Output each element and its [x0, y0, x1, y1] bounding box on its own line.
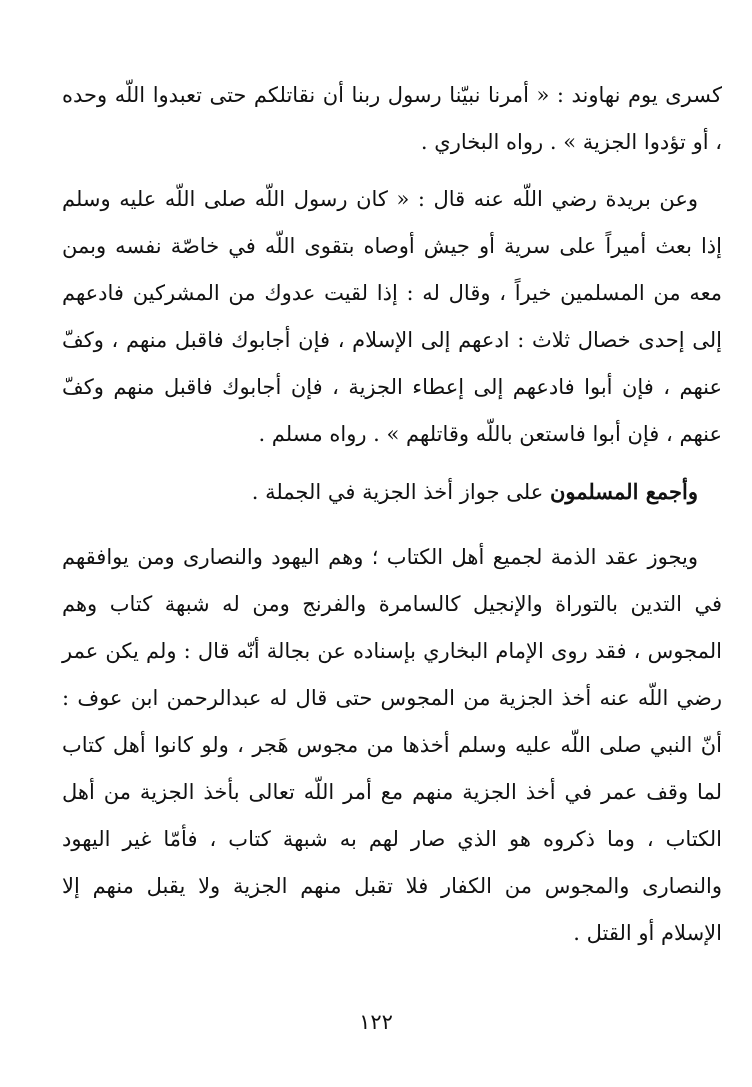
paragraph-hadith-nahawand: كسرى يوم نهاوند : « أمرنا نبيّنا رسول ربنا أن نقاتلكم حتى تعبدوا اللّه وحده ، أو تؤدوا الجزية » . رواه البخاري .: [62, 83, 722, 154]
consensus-text: على جواز أخذ الجزية في الجملة .: [251, 480, 550, 504]
paragraph-dhimma: ويجوز عقد الذمة لجميع أهل الكتاب ؛ وهم اليهود والنصارى ومن يوافقهم في التدين بالتوراة والإنجيل كالسامرة والفرنج ومن له شبهة كتاب وهم المجوس ، فقد روى الإمام البخاري بإسناده عن بجالة أنّه قال : ولم يكن عمر رضي اللّه عنه أخذ الجزية من المجوس حتى قال له عبدالرحمن ابن عوف : أنّ النبي صلى اللّه عليه وسلم أخذها من مجوس هَجر ، ولو كانوا أهل كتاب لما وقف عمر في أخذ الجزية منهم مع أمر اللّه تعالى بأخذ الجزية من أهل الكتاب ، وما ذكروه هو الذي صار لهم به شبهة كتاب ، فأمّا غير اليهود والنصارى والمجوس من الكفار فلا تقبل منهم الجزية ولا يقبل منهم إلا الإسلام أو القتل .: [62, 545, 722, 945]
consensus-bold-lead: وأجمع المسلمون: [549, 479, 698, 504]
paragraph-consensus: [62, 468, 722, 516]
paragraph-hadith-buraydah: وعن بريدة رضي اللّه عنه قال : « كان رسول اللّه صلى اللّه عليه وسلم إذا بعث أميراً على سرية أو جيش أوصاه بتقوى اللّه في خاصّة نفسه وبمن معه من المسلمين خيراً ، وقال له : إذا لقيت عدوك من المشركين فادعهم إلى إحدى خصال ثلاث : ادعهم إلى الإسلام ، فإن أجابوك فاقبل منهم ، وكفّ عنهم ، فإن أبوا فادعهم إلى إعطاء الجزية ، فإن أجابوك فاقبل منهم وكفّ عنهم ، فإن أبوا فاستعن باللّه وقاتلهم » . رواه مسلم .: [62, 187, 722, 446]
page-number: ١٢٢: [359, 1010, 393, 1034]
page-body: [62, 72, 722, 957]
